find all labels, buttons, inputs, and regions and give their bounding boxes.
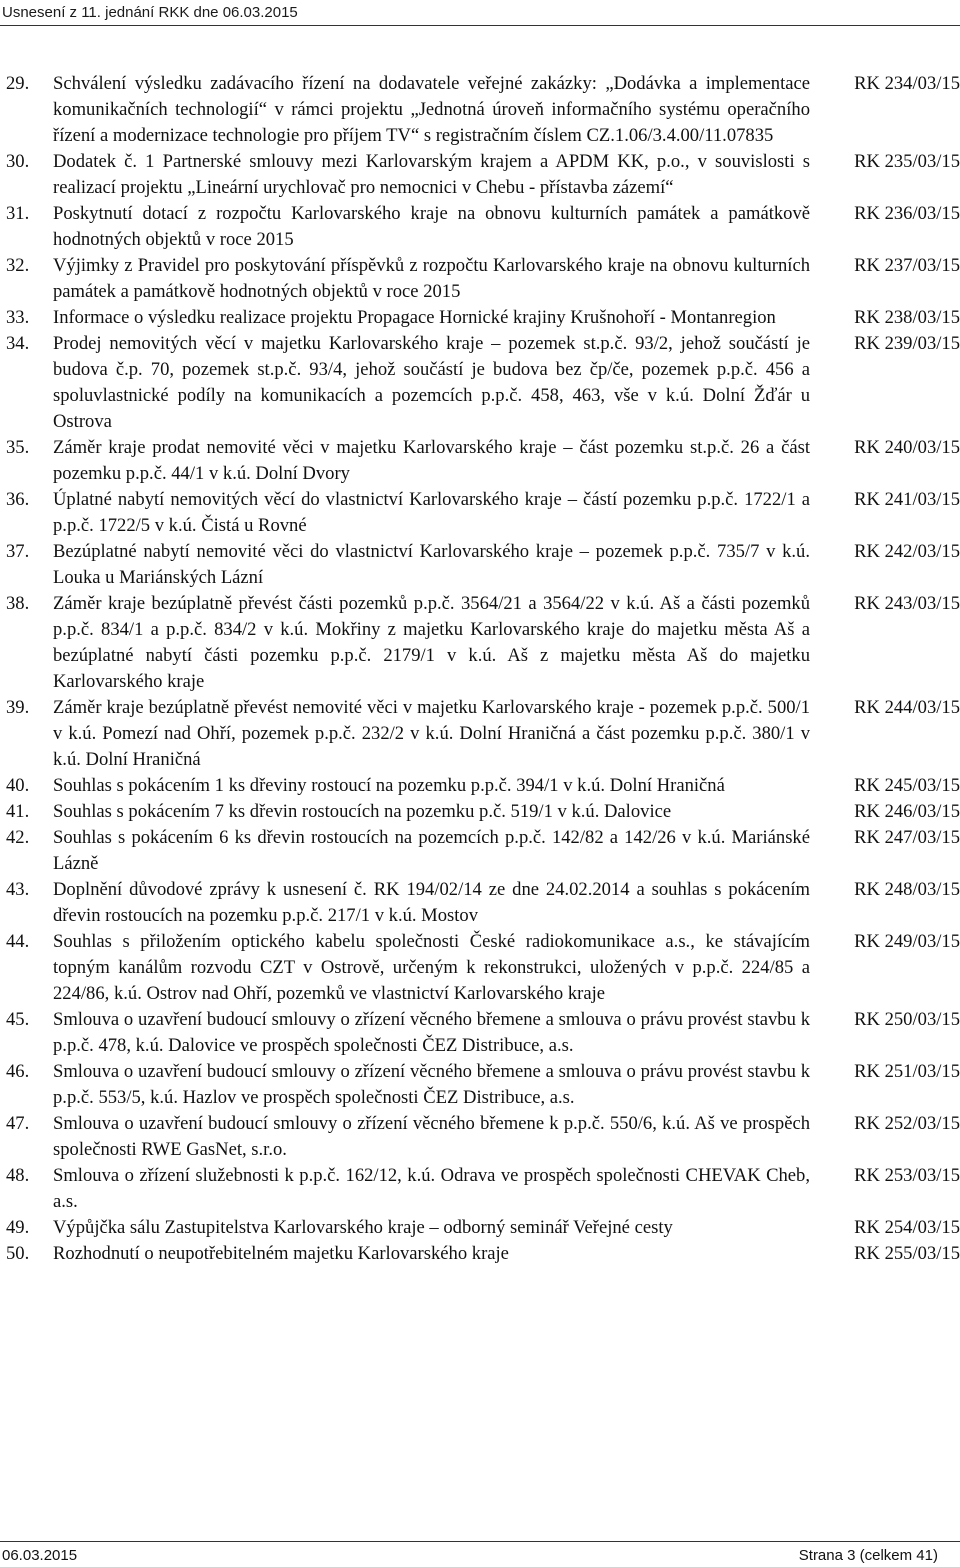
- item-number: 49.: [6, 1217, 30, 1238]
- list-item: [0, 487, 960, 539]
- item-text: Souhlas s přiložením optického kabelu společnosti České radiokomunikace a.s., ke stávajícím topným kanálům rozvodu CZT v Ostrově, určeným k rekonstrukci, uložených v p.p.č. 224/85 a 224/86, k.ú. Ostrov nad Ohří, pozemků ve vlastnictví Karlovarského kraje: [53, 931, 810, 1004]
- item-text: Poskytnutí dotací z rozpočtu Karlovarského kraje na obnovu kulturních památek a památkově hodnotných objektů v roce 2015: [53, 203, 810, 250]
- list-item: [0, 1111, 960, 1163]
- item-number: 30.: [6, 151, 30, 172]
- item-text: Doplnění důvodové zprávy k usnesení č. RK 194/02/14 ze dne 24.02.2014 a souhlas s pokácením dřevin rostoucích na pozemku p.p.č. 217/1 v k.ú. Mostov: [53, 879, 810, 926]
- list-item: [0, 1163, 960, 1215]
- item-number: 34.: [6, 333, 30, 354]
- item-text: Záměr kraje bezúplatně převést nemovité věci v majetku Karlovarského kraje - pozemek p.p.č. 500/1 v k.ú. Pomezí nad Ohří, pozemek p.p.č. 232/2 v k.ú. Dolní Hraničná a část pozemku p.p.č. 380/1 v k.ú. Dolní Hraničná: [53, 697, 810, 770]
- list-item: [0, 799, 960, 825]
- item-text: Informace o výsledku realizace projektu Propagace Hornické krajiny Krušnohoří - Montanregion: [53, 307, 776, 328]
- item-number: 46.: [6, 1061, 30, 1082]
- item-number: 40.: [6, 775, 30, 796]
- item-text: Výjimky z Pravidel pro poskytování příspěvků z rozpočtu Karlovarského kraje na obnovu kulturních památek a památkově hodnotných objektů v roce 2015: [53, 255, 810, 302]
- list-item: [0, 695, 960, 773]
- footer-page-number: Strana 3 (celkem 41): [798, 1547, 938, 1564]
- list-item: [0, 825, 960, 877]
- list-item: [0, 71, 960, 149]
- list-item: [0, 1059, 960, 1111]
- item-resolution-code: RK 245/03/15: [854, 775, 960, 796]
- item-text: Úplatné nabytí nemovitých věcí do vlastnictví Karlovarského kraje – částí pozemku p.p.č. 1722/1 a p.p.č. 1722/5 v k.ú. Čistá u Rovné: [53, 489, 810, 536]
- list-item: [0, 1007, 960, 1059]
- item-resolution-code: RK 253/03/15: [854, 1165, 960, 1186]
- item-number: 33.: [6, 307, 30, 328]
- item-number: 38.: [6, 593, 30, 614]
- list-item: [0, 591, 960, 695]
- item-text: Souhlas s pokácením 7 ks dřevin rostoucích na pozemku p.č. 519/1 v k.ú. Dalovice: [53, 801, 672, 822]
- item-number: 41.: [6, 801, 30, 822]
- item-resolution-code: RK 250/03/15: [854, 1009, 960, 1030]
- item-text: Smlouva o uzavření budoucí smlouvy o zřízení věcného břemene a smlouva o právu provést stavbu k p.p.č. 553/5, k.ú. Hazlov ve prospěch společnosti ČEZ Distribuce, a.s.: [53, 1061, 810, 1108]
- item-resolution-code: RK 239/03/15: [854, 333, 960, 354]
- item-resolution-code: RK 242/03/15: [854, 541, 960, 562]
- item-number: 42.: [6, 827, 30, 848]
- list-item: [0, 305, 960, 331]
- item-text: Smlouva o uzavření budoucí smlouvy o zřízení věcného břemene a smlouva o právu provést stavbu k p.p.č. 478, k.ú. Dalovice ve prospěch společnosti ČEZ Distribuce, a.s.: [53, 1009, 810, 1056]
- item-number: 47.: [6, 1113, 30, 1134]
- item-resolution-code: RK 235/03/15: [854, 151, 960, 172]
- item-resolution-code: RK 243/03/15: [854, 593, 960, 614]
- footer-divider: [0, 1541, 960, 1542]
- item-resolution-code: RK 237/03/15: [854, 255, 960, 276]
- item-text: Bezúplatné nabytí nemovité věci do vlastnictví Karlovarského kraje – pozemek p.p.č. 735/7 v k.ú. Louka u Mariánských Lázní: [53, 541, 810, 588]
- page-footer: [0, 1541, 960, 1567]
- item-text: Souhlas s pokácením 6 ks dřevin rostoucích na pozemcích p.p.č. 142/82 a 142/26 v k.ú. Mariánské Lázně: [53, 827, 810, 874]
- item-text: Záměr kraje bezúplatně převést části pozemků p.p.č. 3564/21 a 3564/22 v k.ú. Aš a části pozemků p.p.č. 834/1 a p.p.č. 834/2 v k.ú. Mokřiny z majetku Karlovarského kraje do majetku města Aš a bezúplatné nabytí části pozemku p.p.č. 2179/1 v k.ú. Aš z majetku města Aš do majetku Karlovarského kraje: [53, 593, 810, 692]
- list-item: [0, 253, 960, 305]
- item-number: 32.: [6, 255, 30, 276]
- list-item: [0, 1215, 960, 1241]
- header-title: Usnesení z 11. jednání RKK dne 06.03.2015: [2, 4, 298, 21]
- item-text: Záměr kraje prodat nemovité věci v majetku Karlovarského kraje – část pozemku st.p.č. 26 a část pozemku p.p.č. 44/1 v k.ú. Dolní Dvory: [53, 437, 810, 484]
- item-text: Dodatek č. 1 Partnerské smlouvy mezi Karlovarským krajem a APDM KK, p.o., v souvislosti s realizací projektu „Lineární urychlovač pro nemocnici v Chebu - přístavba zázemí“: [53, 151, 810, 198]
- list-item: [0, 539, 960, 591]
- item-text: Schválení výsledku zadávacího řízení na dodavatele veřejné zakázky: „Dodávka a implementace komunikačních technologií“ v rámci projektu „Jednotná úroveň informačního systému operačního řízení a modernizace technologie pro příjem TV“ s registračním číslem CZ.1.06/3.4.00/11.07835: [53, 73, 810, 146]
- header-divider: [0, 25, 960, 26]
- item-number: 35.: [6, 437, 30, 458]
- list-item: [0, 877, 960, 929]
- footer-date: 06.03.2015: [2, 1547, 78, 1564]
- item-resolution-code: RK 244/03/15: [854, 697, 960, 718]
- item-text: Souhlas s pokácením 1 ks dřeviny rostoucí na pozemku p.p.č. 394/1 v k.ú. Dolní Hraničná: [53, 775, 725, 796]
- item-text: Prodej nemovitých věcí v majetku Karlovarského kraje – pozemek st.p.č. 93/2, jehož součástí je budova č.p. 70, pozemek st.p.č. 93/4, jehož součástí je budova bez čp/če, pozemek p.p.č. 456 a spoluvlastnické podíly na komunikacích a pozemcích p.p.č. 458, 463, vše v k.ú. Dolní Žďár u Ostrova: [53, 333, 810, 432]
- item-number: 44.: [6, 931, 30, 952]
- item-number: 29.: [6, 73, 30, 94]
- resolution-list: [0, 71, 960, 1267]
- item-resolution-code: RK 247/03/15: [854, 827, 960, 848]
- list-item: [0, 201, 960, 253]
- item-text: Smlouva o zřízení služebnosti k p.p.č. 162/12, k.ú. Odrava ve prospěch společnosti CHEVAK Cheb, a.s.: [53, 1165, 810, 1212]
- item-number: 36.: [6, 489, 30, 510]
- item-resolution-code: RK 254/03/15: [854, 1217, 960, 1238]
- item-text: Rozhodnutí o neupotřebitelném majetku Karlovarského kraje: [53, 1243, 509, 1264]
- list-item: [0, 435, 960, 487]
- list-item: [0, 1241, 960, 1267]
- item-number: 45.: [6, 1009, 30, 1030]
- item-resolution-code: RK 249/03/15: [854, 931, 960, 952]
- item-resolution-code: RK 255/03/15: [854, 1243, 960, 1264]
- list-item: [0, 149, 960, 201]
- item-resolution-code: RK 251/03/15: [854, 1061, 960, 1082]
- item-resolution-code: RK 252/03/15: [854, 1113, 960, 1134]
- item-number: 43.: [6, 879, 30, 900]
- item-resolution-code: RK 240/03/15: [854, 437, 960, 458]
- item-number: 39.: [6, 697, 30, 718]
- list-item: [0, 773, 960, 799]
- item-number: 37.: [6, 541, 30, 562]
- item-resolution-code: RK 246/03/15: [854, 801, 960, 822]
- item-resolution-code: RK 241/03/15: [854, 489, 960, 510]
- item-resolution-code: RK 234/03/15: [854, 73, 960, 94]
- item-resolution-code: RK 236/03/15: [854, 203, 960, 224]
- item-resolution-code: RK 248/03/15: [854, 879, 960, 900]
- list-item: [0, 929, 960, 1007]
- item-text: Smlouva o uzavření budoucí smlouvy o zřízení věcného břemene k p.p.č. 550/6, k.ú. Aš ve prospěch společnosti RWE GasNet, s.r.o.: [53, 1113, 810, 1160]
- item-number: 48.: [6, 1165, 30, 1186]
- list-item: [0, 331, 960, 435]
- item-number: 31.: [6, 203, 30, 224]
- item-text: Výpůjčka sálu Zastupitelstva Karlovarského kraje – odborný seminář Veřejné cesty: [53, 1217, 673, 1238]
- item-number: 50.: [6, 1243, 30, 1264]
- page-header: [0, 0, 960, 32]
- item-resolution-code: RK 238/03/15: [854, 307, 960, 328]
